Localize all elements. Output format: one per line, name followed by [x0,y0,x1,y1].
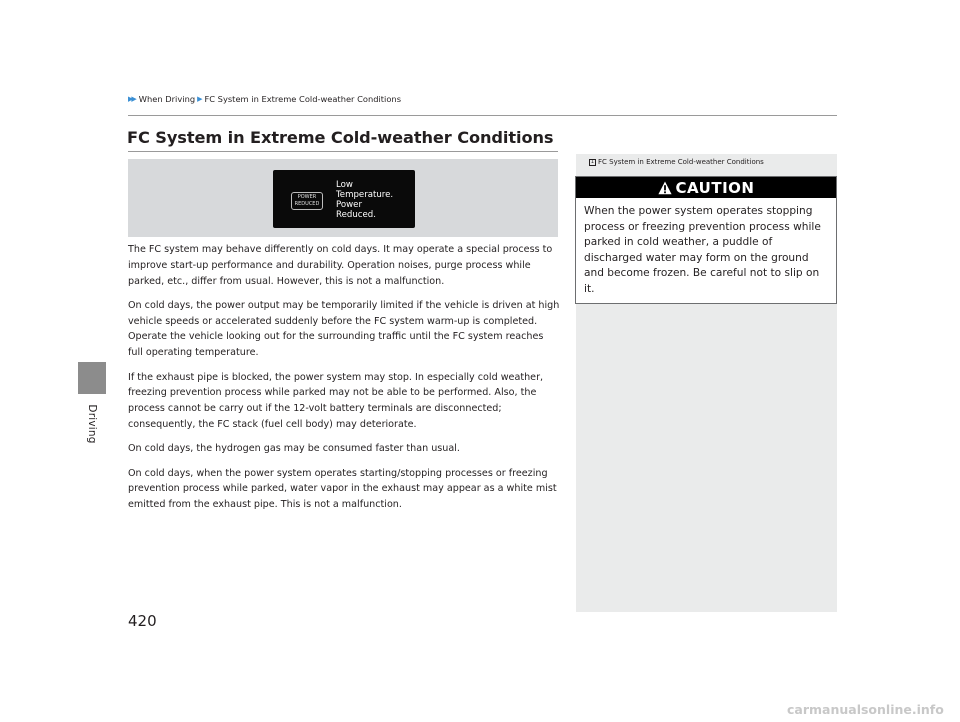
body-paragraph: On cold days, the power output may be temporarily limited if the vehicle is driven at high vehicle speeds or accelerated suddenly before the FC system warm-up is completed. Operate the vehicle looking out for the surrounding traffic until the FC system reaches full operating temperature. [128,299,560,359]
body-paragraph: On cold days, the hydrogen gas may be consumed faster than usual. [128,443,460,455]
body-text [128,242,561,521]
reference-marker-icon: 1 [590,158,595,165]
header-divider [128,115,837,116]
warning-triangle-icon [658,181,672,195]
display-message-line: Low [336,180,353,190]
section-tab [78,362,106,394]
caution-box [575,176,837,304]
caution-label: CAUTION [675,178,755,197]
breadcrumb-arrow-icon: ▶ [197,95,201,103]
power-reduced-icon [291,192,323,210]
power-icon-text-line: POWER [297,194,317,200]
side-note-title: FC System in Extreme Cold-weather Conditions [598,158,764,166]
body-paragraph: On cold days, when the power system operates starting/stopping processes or freezing prevention process while parked, water vapor in the exhaust may appear as a white mist emitted from the exhaust pipe. This is not a malfunction. [128,467,557,511]
side-note-heading [589,158,764,166]
page-title: FC System in Extreme Cold-weather Conditions [127,128,554,147]
display-message-line: Power [336,200,362,210]
breadcrumb-item-current[interactable]: FC System in Extreme Cold-weather Conditions [204,94,402,104]
display-message [336,180,412,220]
title-divider [128,151,558,152]
watermark: carmanualsonline.info [787,702,944,717]
breadcrumb [128,94,401,104]
power-icon-text-line: REDUCED [294,201,320,207]
page-number: 420 [128,612,157,630]
display-message-line: Reduced. [336,210,376,220]
body-paragraph: If the exhaust pipe is blocked, the power system may stop. In especially cold weather, freezing prevention process while parked may not be able to be performed. Also, the process cannot be carry out if the 12-volt battery terminals are disconnected; consequently, the FC stack (fuel cell body) may deteriorate. [128,371,544,430]
breadcrumb-arrow-icon: ▶▶ [128,95,135,103]
section-label: Driving [86,404,98,444]
display-message-line: Temperature. [336,190,394,200]
caution-text: When the power system operates stopping process or freezing prevention process while parked in cold weather, a puddle of discharged water may form on the ground and become frozen. Be careful not to slip on it. [584,205,821,295]
breadcrumb-item-when-driving[interactable]: When Driving [138,94,196,104]
body-paragraph: The FC system may behave differently on cold days. It may operate a special process to improve start-up performance and durability. Operation noises, purge process while parked, etc., differ from usual. However, this is not a malfunction. [128,244,553,287]
caution-header [576,177,836,198]
